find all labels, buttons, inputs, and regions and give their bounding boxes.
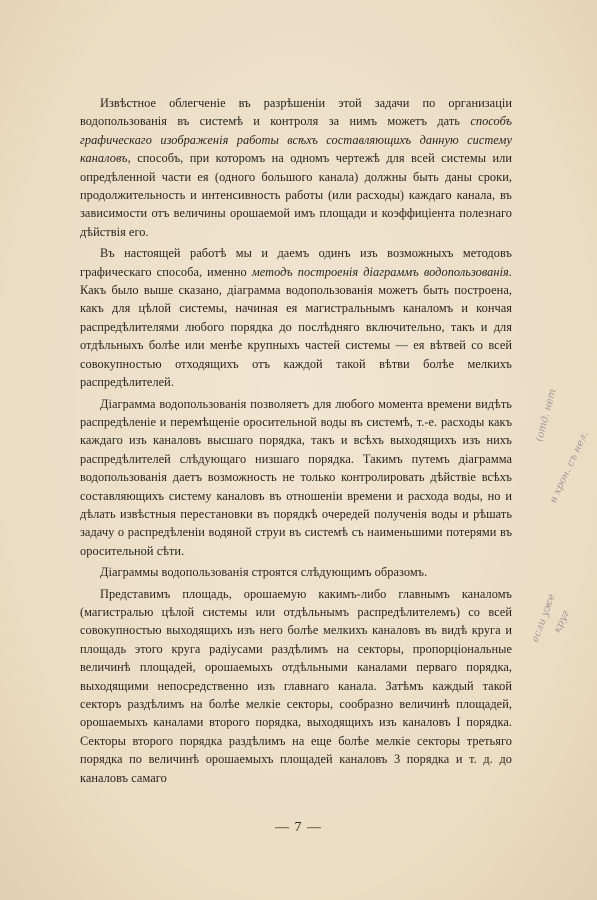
text-run: Діаграммы водопользованія строятся слѣдующимъ образомъ. [100,565,428,580]
paragraph [80,563,512,581]
paragraph [80,244,512,391]
text-run: Какъ было выше сказано, діаграмма водопользованія можетъ быть построена, какъ для цѣлой системы, начиная ея магистральнымъ каналомъ и кончая распредѣлителями любого порядка до послѣдняго включительно, такъ и для отдѣльныхъ болѣе или менѣе крупныхъ частей системы — ея вѣтвей со всей совокупностью отходящихъ отъ каждой такой вѣтви болѣе мелкихъ распредѣлителей. [80,283,512,390]
text-run: Діаграмма водопользованія позволяетъ для любого момента времени видѣть распредѣленіе и перемѣщеніе оросительной воды въ системѣ, т.-е. расходы какъ каждаго изъ каналовъ высшаго порядка, такъ и всѣхъ выходящихъ изъ нихъ распредѣлителей слѣдующаго низшаго порядка. Такимъ путемъ діаграмма водопользованія даетъ возможность не только контролировать дѣйствіе всѣхъ составляющихъ систему каналовъ въ отношеніи времени и расхода воды, но и дѣлать извѣстныя перестановки въ порядкѣ очередей полученія воды и рѣшать задачу о распредѣленіи водяной струи въ системѣ съ наименьшими потерями въ оросительной сѣти. [80,396,512,558]
body-text [80,94,512,790]
italic-phrase: способъ графическаго изображенія работы всѣхъ составляющихъ данную систему каналовъ [80,114,512,166]
text-run: Извѣстное облегченіе въ разрѣшеніи этой задачи по организаціи водопользованія въ системѣ и контроля за нимъ можетъ дать [80,96,512,129]
text-run: Представимъ площадь, орошаемую какимъ-либо главнымъ каналомъ (магистралью цѣлой системы или отдѣльнымъ распредѣлителемъ) со всей совокупностью выходящихъ изъ него болѣе мелкихъ каналовъ въ видѣ круга и площадь этого круга радіусами раздѣлимъ на секторы, пропорціональные величинѣ площадей, орошаемыхъ отдѣльными каналами перваго порядка, выходящими непосредственно изъ главнаго канала. Затѣмъ каждый такой секторъ раздѣлимъ на болѣе мелкіе секторы, сообразно величинѣ площадей, орошаемыхъ каналами второго порядка, выходящихъ изъ каналовъ I порядка. Секторы второго порядка раздѣлимъ на еще болѣе мелкіе секторы третьяго порядка по величинѣ орошаемыхъ площадей каналовъ 3 порядка и т. д. до каналовъ самаго [80,586,512,785]
paragraph [80,395,512,561]
handwritten-margin-note: круг [552,608,572,635]
paragraph [80,94,512,241]
page-number: — 7 — [275,820,322,835]
text-run: Въ настоящей работѣ мы и даемъ одинъ изъ возможныхъ методовъ графическаго способа, именно [80,246,512,279]
paragraph [80,585,512,787]
handwritten-margin-note: в хрон. съ нел. [548,429,591,505]
handwritten-margin-note: если уже [530,592,558,644]
text-run: , способъ, при которомъ на одномъ чертежѣ для всей системы или опредѣленной части ея (одного большого канала) должны быть даны сроки, продолжительность и интенсивность работы (или расходы) каждаго канала, въ зависимости отъ величины орошаемой имъ площади и коэффиціента полезнаго дѣйствія его. [80,151,512,239]
handwritten-margin-note: (отд. нет [534,387,559,443]
italic-phrase: методъ построенія діаграммъ водопользованія. [251,264,512,279]
